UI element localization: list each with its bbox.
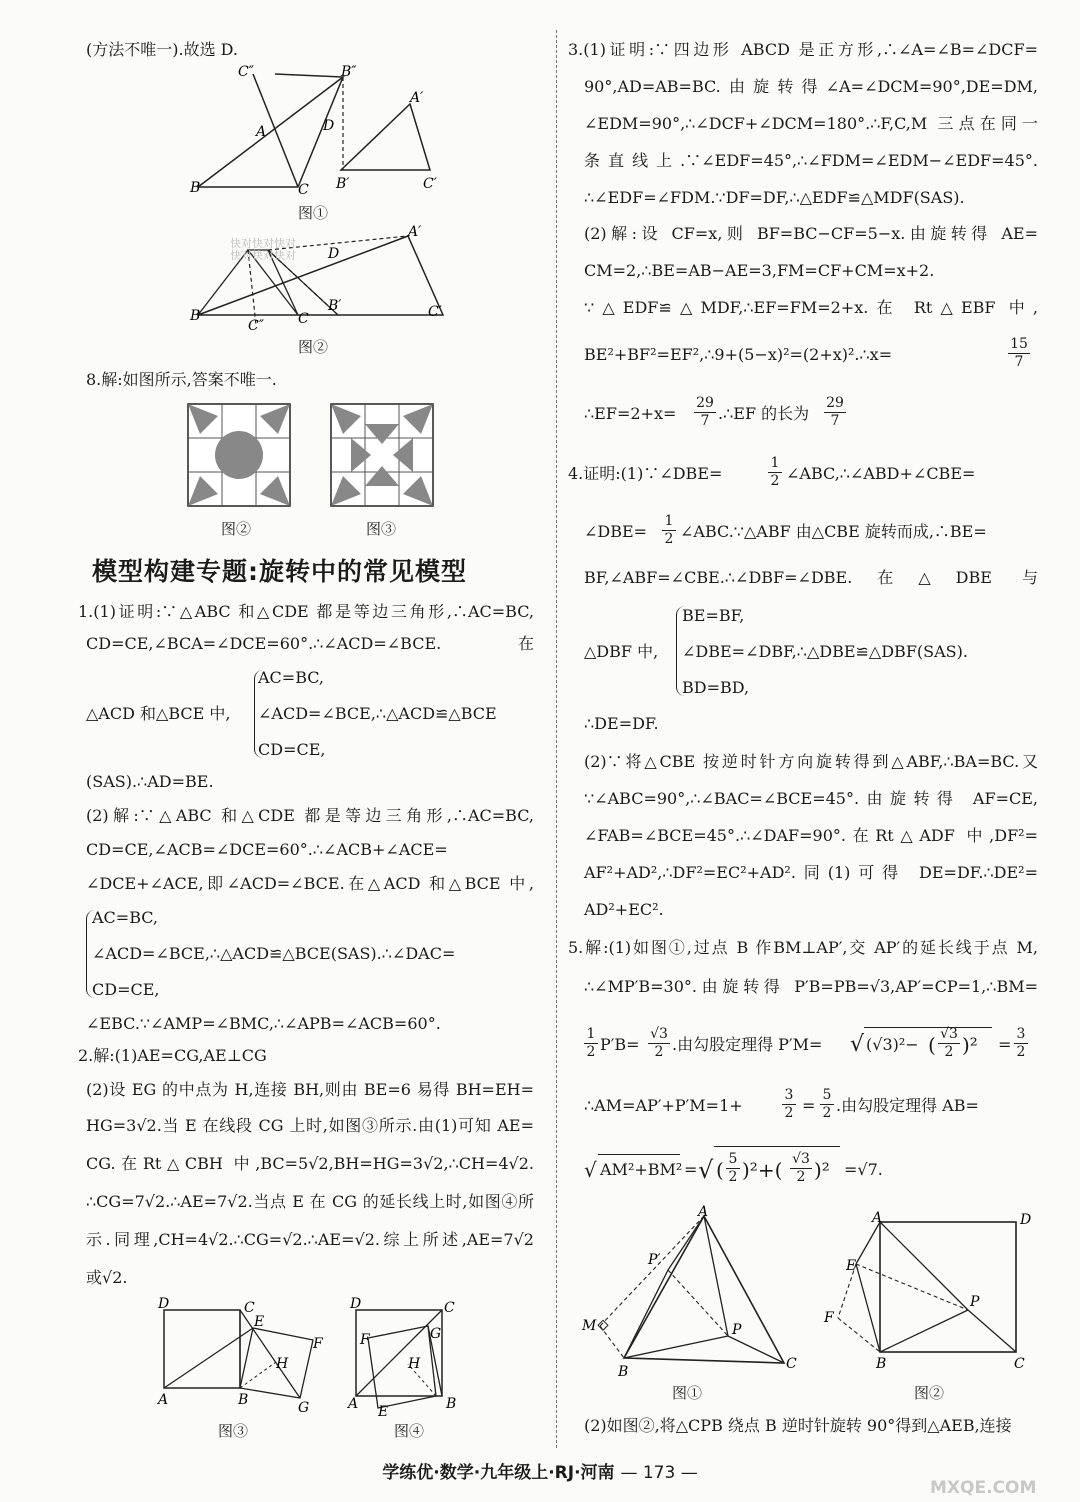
- text-line: CD=CE,∠ACB=∠DCE=60°.∴∠ACB+∠ACE=: [86, 840, 448, 859]
- fraction: 15 7: [1008, 336, 1030, 371]
- paren: (: [928, 1033, 936, 1057]
- text-line: 条直线上.∵∠EDF=45°,∴∠FDM=∠EDM−∠EDF=45°.: [584, 151, 1038, 170]
- paren: (: [716, 1158, 724, 1182]
- svg-text:A: A: [158, 1392, 169, 1408]
- svg-text:C′: C′: [423, 176, 437, 192]
- book-title: 学练优·数学·九年级上·RJ·河南: [382, 1463, 615, 1483]
- text-line: △ACD 和△BCE 中,: [86, 704, 231, 723]
- text-line: ∠DCE+∠ACE,即∠ACD=∠BCE.在△ACD 和△BCE 中,: [86, 874, 534, 893]
- text-line: BF,∠ABF=∠CBE.∴∠DBF=∠DBE.在△DBE 与: [584, 568, 1038, 587]
- grid-figure-2: [188, 404, 292, 508]
- svg-text:B: B: [190, 308, 201, 324]
- text-line: 3.(1)证明:∵四边形 ABCD 是正方形,∴∠A=∠B=∠DCF=: [568, 40, 1038, 59]
- text-line: ∠ACD=∠BCE,∴△ACD≌△BCE(SAS).∴∠DAC=: [92, 944, 456, 963]
- text-line: (SAS).∴AD=BE.: [86, 772, 214, 791]
- sqrt-sign: √: [850, 1032, 865, 1057]
- svg-text:H: H: [408, 1356, 421, 1372]
- watermark: MXQE.COM: [930, 1478, 1037, 1498]
- svg-text:E: E: [846, 1258, 857, 1274]
- column-divider: [556, 30, 557, 1448]
- text-line: .由勾股定理得 AB=: [836, 1096, 979, 1115]
- figure-4: [348, 1298, 468, 1418]
- svg-text:H: H: [276, 1356, 289, 1372]
- svg-text:A: A: [256, 124, 267, 140]
- text-line: ∠EDM=90°,∴∠DCF+∠DCM=180°.∴F,C,M 三点在同一: [584, 114, 1038, 133]
- svg-text:F: F: [313, 1336, 323, 1352]
- text-line: BE²+BF²=EF²,∴9+(5−x)²=(2+x)².∴x=: [584, 345, 893, 364]
- text-line: AM²+BM²: [600, 1160, 683, 1179]
- text-line: BE=BF,: [682, 606, 745, 625]
- sqrt-sign: √: [698, 1156, 714, 1184]
- text-line: ∠FAB=∠BCE=45°.∴∠DAF=90°.在Rt△ADF 中,DF²=: [584, 826, 1038, 845]
- sqrt-bar: [864, 1027, 992, 1029]
- text-line: 1.(1)证明:∵△ABC 和△CDE 都是等边三角形,∴AC=BC,: [78, 602, 534, 621]
- svg-text:C″: C″: [238, 64, 254, 80]
- fraction: 1 2: [768, 455, 782, 490]
- figure-5-1: [578, 1204, 808, 1380]
- fraction: 1 2: [584, 1026, 598, 1061]
- figure-2: [178, 224, 498, 334]
- svg-text:D: D: [1020, 1212, 1032, 1228]
- text-line: ∠ABC,∴∠ABD+∠CBE=: [786, 464, 976, 483]
- paren: )²: [962, 1033, 978, 1057]
- svg-text:B″: B″: [341, 64, 357, 80]
- sqrt-sign: √: [584, 1158, 597, 1182]
- text-line: ∵∠ABC=90°,∴∠BAC=∠BCE=45°.由旋转得 AF=CE,: [584, 789, 1038, 808]
- text-line: AC=BC,: [258, 668, 325, 687]
- text-line: (2)解:∵△ABC 和△CDE 都是等边三角形,∴AC=BC,: [86, 806, 534, 825]
- text-line: AF²+AD²,∴DF²=EC²+AD².同(1)可得 DE=DF.∴DE²=: [584, 863, 1038, 882]
- figure-caption: 图②: [221, 520, 252, 538]
- text-line: ∴∠EDF=∠FDM.∵DF=DF,∴△EDF≌△MDF(SAS).: [584, 188, 965, 207]
- text-line: (方法不唯一).故选 D.: [86, 40, 239, 59]
- text-line: CD=CE,: [92, 980, 160, 999]
- svg-text:E: E: [254, 1314, 265, 1330]
- svg-text:D: D: [158, 1296, 170, 1312]
- svg-text:C″: C″: [248, 318, 264, 334]
- page-footer: [0, 1458, 1080, 1483]
- text-line: CG.在Rt△CBH 中,BC=5√2,BH=HG=3√2,∴CH=4√2.: [86, 1154, 534, 1173]
- svg-text:A′: A′: [408, 224, 422, 240]
- text-line: 或√2.: [86, 1268, 128, 1287]
- svg-text:C: C: [298, 311, 309, 327]
- svg-text:A: A: [348, 1396, 359, 1412]
- text-line: 8.解:如图所示,答案不唯一.: [86, 370, 277, 389]
- svg-text:F: F: [360, 1332, 370, 1348]
- svg-text:D: D: [350, 1296, 362, 1312]
- figure-caption: 图③: [218, 1422, 249, 1440]
- svg-text:B: B: [238, 1392, 249, 1408]
- fraction: 5 2: [726, 1151, 740, 1186]
- svg-text:P: P: [732, 1322, 742, 1338]
- svg-text:C: C: [244, 1300, 255, 1316]
- paren: )²+(: [742, 1158, 783, 1182]
- text-line: AD²+EC².: [584, 900, 664, 919]
- svg-text:B′: B′: [328, 298, 342, 314]
- text-line: (2)解:设 CF=x,则 BF=BC−CF=5−x.由旋转得 AE=: [584, 224, 1038, 243]
- text-line: (2)∵将△CBE 按逆时针方向旋转得到△ABF,∴BA=BC.又: [584, 752, 1038, 771]
- watermark-stamp: 快对快对快对 快对快对快对: [230, 237, 296, 262]
- svg-text:B: B: [446, 1396, 457, 1412]
- svg-text:B: B: [876, 1356, 887, 1372]
- paren: )²: [814, 1158, 830, 1182]
- text-line: △DBF 中,: [584, 642, 659, 661]
- fraction: 1 2: [662, 513, 676, 548]
- svg-text:C: C: [444, 1300, 455, 1316]
- text-line: CD=CE,: [258, 740, 326, 759]
- svg-text:C: C: [1014, 1356, 1025, 1372]
- fraction: 5 2: [820, 1087, 834, 1122]
- svg-text:P′: P′: [648, 1252, 661, 1268]
- svg-text:M: M: [582, 1318, 597, 1334]
- figure-1: [178, 62, 498, 222]
- text-line: 4.证明:(1)∵∠DBE=: [568, 464, 723, 483]
- sqrt-bar: [714, 1146, 840, 1147]
- text-line: BD=BD,: [682, 678, 750, 697]
- svg-text:A: A: [698, 1204, 709, 1220]
- text-line: (√3)²−: [866, 1035, 919, 1054]
- text-line: HG=3√2.当 E 在线段 CG 上时,如图③所示.由(1)可知 AE=: [86, 1116, 534, 1135]
- svg-text:E: E: [378, 1404, 389, 1420]
- svg-text:G: G: [430, 1326, 442, 1342]
- figure-caption: 图④: [394, 1422, 425, 1440]
- text-line: =√7.: [844, 1160, 883, 1179]
- figure-caption: 图②: [298, 338, 329, 356]
- text-line: ∴CG=7√2.∴AE=7√2.当点 E 在 CG 的延长线上时,如图④所: [86, 1192, 534, 1211]
- svg-text:B′: B′: [336, 176, 350, 192]
- text-line: P′B=: [600, 1035, 640, 1054]
- text-line: .由勾股定理得 P′M=: [672, 1035, 823, 1054]
- svg-text:G: G: [298, 1400, 310, 1416]
- text-line: (2)如图②,将△CPB 绕点 B 逆时针旋转 90°得到△AEB,连接: [584, 1416, 1012, 1435]
- figure-caption: 图②: [914, 1384, 945, 1402]
- svg-text:F: F: [824, 1310, 834, 1326]
- text-line: ∴∠MP′B=30°.由旋转得 P′B=PB=√3,AP′=CP=1,∴BM=: [584, 977, 1038, 996]
- page-number: — 173 —: [620, 1463, 698, 1483]
- text-line: 2.解:(1)AE=CG,AE⊥CG: [78, 1046, 267, 1065]
- text-line: ∴DE=DF.: [584, 714, 659, 733]
- figure-caption: 图①: [672, 1384, 703, 1402]
- text-line: =: [684, 1160, 698, 1179]
- text-line: 示.同理,CH=4√2.∴CG=√2.∴AE=√2.综上所述,AE=7√2: [86, 1230, 534, 1249]
- svg-text:C: C: [786, 1356, 797, 1372]
- text-line: ∵△EDF≌△MDF,∴EF=FM=2+x.在 Rt△EBF 中,: [584, 298, 1038, 317]
- svg-text:A: A: [872, 1210, 883, 1226]
- text-line: =: [802, 1096, 816, 1115]
- svg-text:C: C: [298, 182, 309, 198]
- svg-text:D: D: [323, 118, 335, 134]
- fraction: 29 7: [694, 395, 716, 430]
- text-line: AC=BC,: [92, 908, 159, 927]
- figure-3: [158, 1298, 338, 1418]
- text-line: (2)设 EG 的中点为 H,连接 BH,则由 BE=6 易得 BH=EH=: [86, 1080, 534, 1099]
- text-line: CD=CE,∠BCA=∠DCE=60°.∴∠ACD=∠BCE.在: [86, 634, 534, 653]
- sqrt-bar: [598, 1154, 680, 1155]
- text-line: ∠DBE=: [584, 522, 648, 541]
- fraction: √3 2: [790, 1151, 812, 1186]
- figure-caption: 图③: [366, 520, 397, 538]
- svg-text:P: P: [970, 1294, 980, 1310]
- text-line: ∠EBC.∵∠AMP=∠BMC,∴∠APB=∠ACB=60°.: [86, 1014, 441, 1033]
- text-line: .∴EF 的长为: [718, 404, 810, 423]
- text-line: ∴EF=2+x=: [584, 404, 677, 423]
- text-line: 90°,AD=AB=BC.由旋转得∠A=∠DCM=90°,DE=DM,: [584, 77, 1038, 96]
- svg-text:D: D: [328, 246, 340, 262]
- fraction: 3 2: [1014, 1026, 1028, 1061]
- fraction: 3 2: [782, 1087, 796, 1122]
- text-line: CM=2,∴BE=AB−AE=3,FM=CF+CM=x+2.: [584, 261, 935, 280]
- section-title: 模型构建专题:旋转中的常见模型: [92, 557, 467, 586]
- figure-5-2: [818, 1208, 1048, 1378]
- svg-text:A′: A′: [410, 90, 424, 106]
- text-line: 5.解:(1)如图①,过点 B 作BM⊥AP′,交 AP′的延长线于点 M,: [568, 938, 1038, 957]
- text-line: =: [998, 1035, 1012, 1054]
- grid-figure-3: [331, 404, 435, 508]
- figure-caption: 图①: [298, 204, 329, 222]
- text-line: ∠ABC.∵△ABF 由△CBE 旋转而成,∴BE=: [680, 522, 987, 541]
- text-line: ∠DBE=∠DBF,∴△DBE≌△DBF(SAS).: [682, 642, 968, 661]
- fraction: √3 2: [648, 1026, 670, 1061]
- text-line: ∠ACD=∠BCE,∴△ACD≌△BCE: [258, 704, 497, 723]
- svg-text:B: B: [190, 180, 201, 196]
- svg-text:C′: C′: [428, 304, 442, 320]
- fraction: √3 2: [938, 1026, 960, 1061]
- svg-text:B: B: [618, 1364, 629, 1380]
- text-line: ∴AM=AP′+P′M=1+: [584, 1096, 743, 1115]
- fraction: 29 7: [824, 395, 846, 430]
